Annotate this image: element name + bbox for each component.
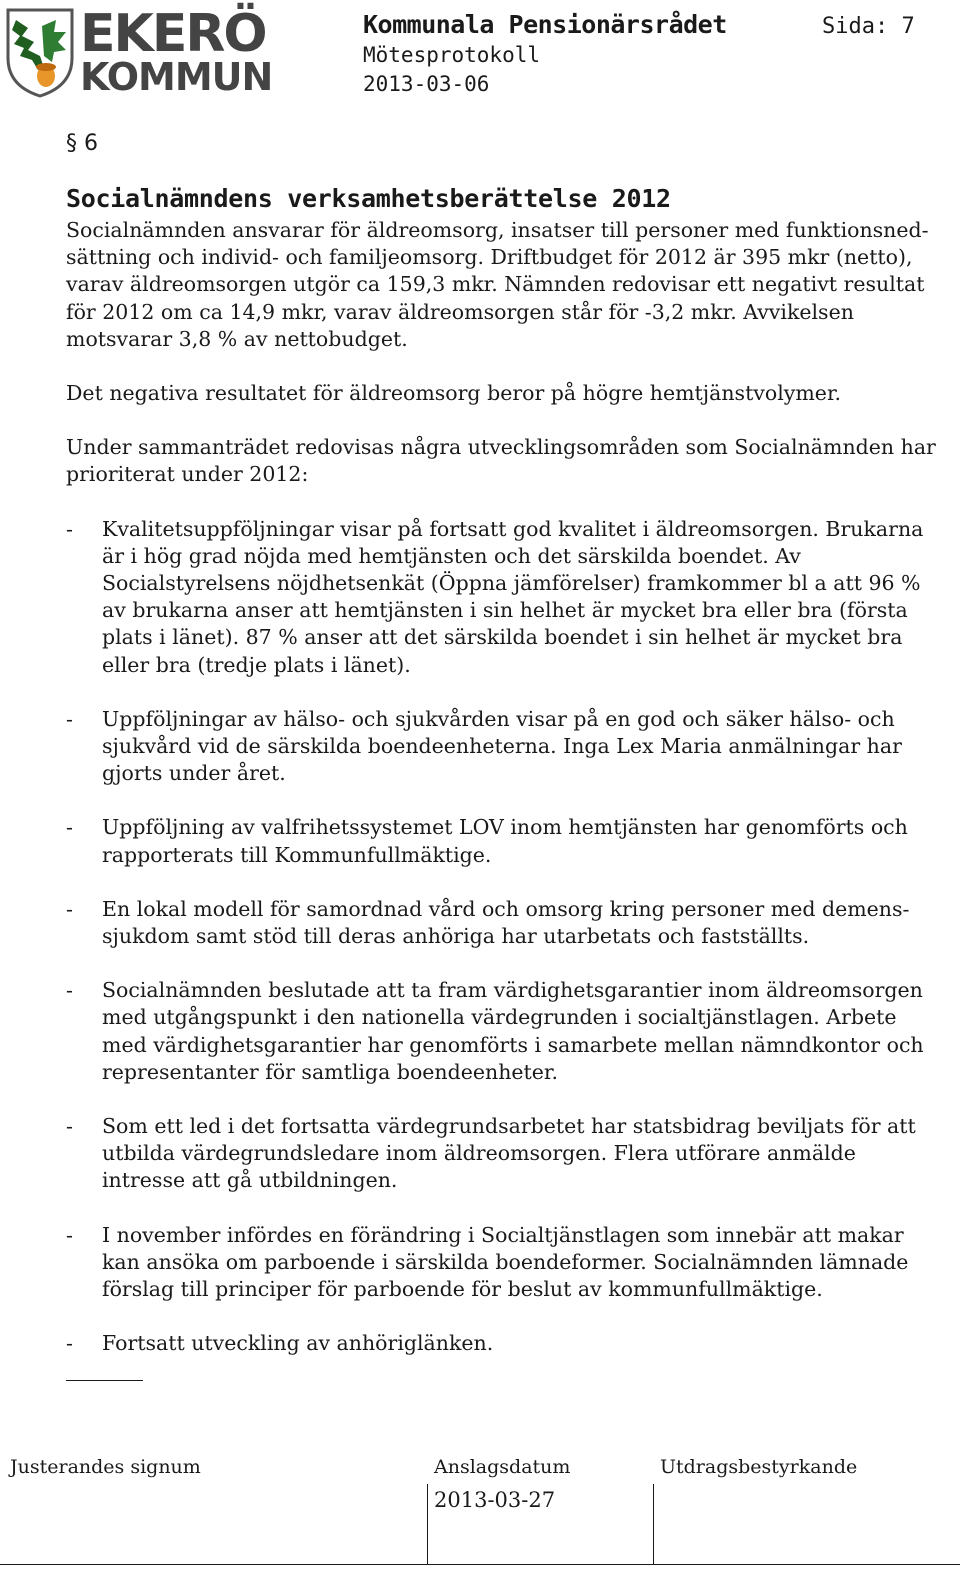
footer-signature-label: Justerandes signum (10, 1456, 201, 1478)
section-heading: Socialnämndens verksamhetsberättelse 2012 (66, 184, 671, 213)
section-number: § 6 (66, 131, 98, 156)
document-subtitle: Mötesprotokoll (363, 43, 541, 67)
list-item-text: Kvalitetsuppföljningar visar på fortsatt god kvalitet i äldreomsorgen. Brukarna är i hög grad nöjda med hemtjänsten och det särskilda boendet. Av Socialstyrelsens nöjdhetsenkät (Öppna jämförelser) framkommer bl a att 96 % av brukarna anser att hemtjänsten i sin helhet är mycket bra eller bra (första plats i länet). 87 % anser att det särskilda boendet i sin helhet är mycket bra eller bra (tredje plats i länet). (102, 516, 924, 677)
footer-divider (427, 1484, 428, 1564)
list-item-text: En lokal modell för samordnad vård och omsorg kring personer med demens-sjukdom samt stöd till deras anhöriga har utarbetats och fastställts. (102, 896, 910, 949)
bullet-marker: - (66, 978, 73, 1003)
list-item (66, 1113, 946, 1195)
meeting-date: 2013-03-06 (363, 72, 490, 96)
list-item (66, 1330, 946, 1357)
footer-rule (0, 1564, 960, 1565)
footer-posted-date: 2013-03-27 (434, 1488, 556, 1512)
logo-wordmark-line2: KOMMUN (80, 55, 273, 99)
bullet-marker: - (66, 815, 73, 840)
bullet-marker: - (66, 1114, 73, 1139)
page-number: Sida: 7 (822, 14, 915, 39)
list-item (66, 896, 946, 950)
list-item (66, 706, 946, 788)
logo-wordmark-line1: EKERÖ (80, 4, 266, 64)
bullet-marker: - (66, 516, 73, 541)
list-item-text: Fortsatt utveckling av anhöriglänken. (102, 1331, 494, 1356)
list-item-text: I november infördes en förändring i Socialtjänstlagen som innebär att makar kan ansöka om parboende i särskilda boendeformer. Socialnämnden lämnade förslag till principer för parboende för beslut av kommunfullmäktige. (102, 1222, 909, 1302)
list-item-text: Uppföljningar av hälso- och sjukvården visar på en god och säker hälso- och sjukvård vid de särskilda boendeenheterna. Inga Lex Maria anmälningar har gjorts under året. (102, 706, 902, 786)
footer-extract-label: Utdragsbestyrkande (660, 1456, 858, 1478)
municipality-logo (0, 2, 273, 99)
list-item (66, 977, 946, 1086)
oak-leaf-shield-icon (2, 6, 78, 98)
paragraph: Socialnämnden ansvarar för äldreomsorg, insatser till personer med funktionsned-sättning och individ- och familjeomsorg. Driftbudget för 2012 är 395 mkr (netto), varav äldreomsorgen utgör ca 159,3 mkr. Nämnden redovisar ett negativt resultat för 2012 om ca 14,9 mkr, varav äldreomsorgen står för -3,2 mkr. Avvikelsen motsvarar 3,8 % av nettobudget. (66, 218, 929, 351)
paragraph: Under sammanträdet redovisas några utvecklingsområden som Socialnämnden har prioriterat under 2012: (66, 435, 936, 487)
list-item-text: Socialnämnden beslutade att ta fram värdighetsgarantier inom äldreomsorgen med utgångspunkt i den nationella värdegrunden i socialtjänstlagen. Arbete med värdighetsgarantier har genomförts i samarbete mellan nämndkontor och representanter för samtliga boendeenheter. (102, 978, 924, 1084)
bullet-marker: - (66, 706, 73, 731)
list-item (66, 1222, 946, 1304)
list-item (66, 516, 946, 679)
bullet-marker: - (66, 896, 73, 921)
list-item (66, 814, 946, 868)
bullet-marker: - (66, 1331, 73, 1356)
list-item-text: Uppföljning av valfrihetssystemet LOV inom hemtjänsten har genomförts och rapporterats till Kommunfullmäktige. (102, 815, 908, 867)
footer-divider (653, 1484, 654, 1564)
footer-posted-label: Anslagsdatum (434, 1456, 571, 1478)
document-body (66, 217, 946, 1385)
list-item-text: Som ett led i det fortsatta värdegrundsarbetet har statsbidrag beviljats för att utbilda värdegrundsledare inom äldreomsorgen. Flera utförare anmälde intresse att gå utbildningen. (102, 1114, 916, 1193)
bullet-marker: - (66, 1222, 73, 1247)
document-title: Kommunala Pensionärsrådet (363, 10, 727, 39)
section-end-rule (66, 1380, 143, 1381)
paragraph: Det negativa resultatet för äldreomsorg beror på högre hemtjänstvolymer. (66, 381, 842, 406)
